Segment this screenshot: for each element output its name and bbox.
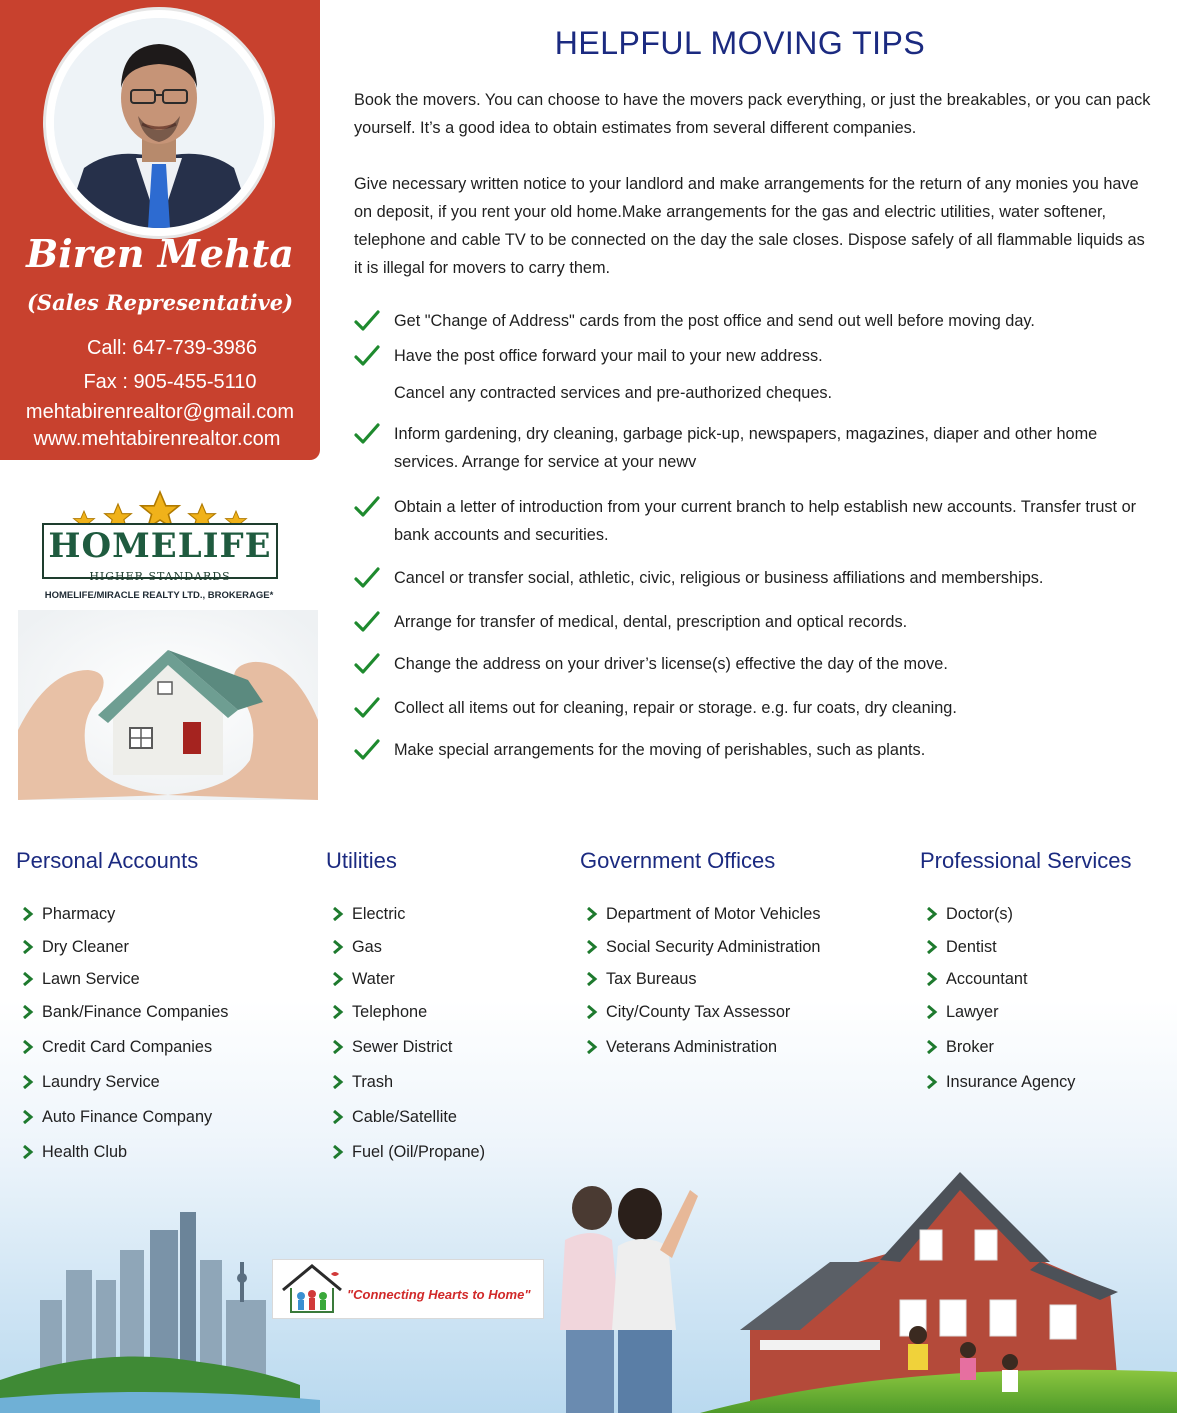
directory-item-label: Veterans Administration bbox=[606, 1038, 778, 1056]
chevron-right-icon bbox=[332, 1040, 344, 1054]
directory-item-label: Doctor(s) bbox=[946, 905, 1013, 923]
directory-item-label: Lawyer bbox=[946, 1003, 999, 1021]
directory-heading: Utilities bbox=[326, 848, 397, 873]
directory-item-label: Tax Bureaus bbox=[606, 970, 697, 988]
directory-item-label: Gas bbox=[352, 938, 382, 956]
chevron-right-icon bbox=[22, 1005, 34, 1019]
agent-fax: Fax : 905-455-5110 bbox=[83, 371, 257, 393]
tagline-banner bbox=[272, 1259, 544, 1319]
chevron-right-icon bbox=[586, 907, 598, 921]
chevron-right-icon bbox=[586, 940, 598, 954]
tip-text: Arrange for transfer of medical, dental, prescription and optical records. bbox=[394, 613, 908, 631]
directory-item-label: City/County Tax Assessor bbox=[606, 1003, 791, 1021]
chevron-right-icon bbox=[332, 907, 344, 921]
directory-heading: Government Offices bbox=[580, 848, 776, 873]
directory-item-label: Telephone bbox=[352, 1003, 428, 1021]
agent-photo-ring bbox=[46, 10, 272, 236]
directory-heading: Professional Services bbox=[920, 848, 1132, 873]
directory-column-personal-accounts bbox=[16, 848, 229, 1161]
tip-text: Collect all items out for cleaning, repair or storage. e.g. fur coats, dry cleaning. bbox=[394, 699, 957, 717]
chevron-right-icon bbox=[332, 1005, 344, 1019]
tip-text: Obtain a letter of introduction from your current branch to help establish new accounts. Transfer trust or bank accounts and securities. bbox=[394, 498, 1137, 544]
check-icon bbox=[354, 566, 380, 590]
agent-phone[interactable]: Call: 647-739-3986 bbox=[86, 337, 258, 359]
chevron-right-icon bbox=[926, 1040, 938, 1054]
directory-item-label: Laundry Service bbox=[42, 1073, 160, 1091]
directory-item-label: Broker bbox=[946, 1038, 994, 1056]
directory-column-professional-services bbox=[920, 848, 1132, 1091]
directory-column-utilities bbox=[326, 848, 486, 1161]
chevron-right-icon bbox=[926, 1075, 938, 1089]
agent-email-link[interactable]: mehtabirenrealtor@gmail.com bbox=[25, 401, 295, 423]
directory-item-label: Electric bbox=[352, 905, 406, 923]
agent-photo bbox=[54, 18, 264, 228]
logo-wordmark: HOMELIFE bbox=[48, 526, 272, 566]
directory-item-label: Department of Motor Vehicles bbox=[606, 905, 821, 923]
chevron-right-icon bbox=[926, 940, 938, 954]
directory-item-label: Lawn Service bbox=[42, 970, 140, 988]
check-icon bbox=[354, 696, 380, 720]
homelife-logo bbox=[30, 490, 290, 610]
tips-title: HELPFUL MOVING TIPS bbox=[554, 25, 926, 61]
scenery-illustration bbox=[0, 1000, 1177, 1413]
chevron-right-icon bbox=[586, 1040, 598, 1054]
directory-item-label: Dentist bbox=[946, 938, 997, 956]
chevron-right-icon bbox=[22, 1075, 34, 1089]
chevron-right-icon bbox=[926, 1005, 938, 1019]
directory-item-label: Pharmacy bbox=[42, 905, 116, 923]
directory-item-label: Dry Cleaner bbox=[42, 938, 129, 956]
agent-role: (Sales Representative) bbox=[26, 290, 294, 315]
chevron-right-icon bbox=[22, 972, 34, 986]
chevron-right-icon bbox=[22, 1110, 34, 1124]
tagline-text: "Connecting Hearts to Home" bbox=[347, 1287, 531, 1302]
directory-item-label: Fuel (Oil/Propane) bbox=[352, 1143, 486, 1161]
chevron-right-icon bbox=[22, 1145, 34, 1159]
directory-item-label: Health Club bbox=[42, 1143, 128, 1161]
chevron-right-icon bbox=[332, 1145, 344, 1159]
tip-text: Change the address on your driver’s license(s) effective the day of the move. bbox=[394, 655, 948, 673]
chevron-right-icon bbox=[22, 940, 34, 954]
check-icon bbox=[354, 610, 380, 634]
tip-text: Inform gardening, dry cleaning, garbage pick-up, newspapers, magazines, diaper and other home services. Arrange for service at your newv bbox=[394, 425, 1098, 471]
directory-heading: Personal Accounts bbox=[16, 848, 199, 873]
directory-item-label: Auto Finance Company bbox=[42, 1108, 213, 1126]
chevron-right-icon bbox=[926, 972, 938, 986]
directory-item-label: Bank/Finance Companies bbox=[42, 1003, 229, 1021]
logo-tagline: HIGHER STANDARDS bbox=[89, 570, 231, 583]
check-icon bbox=[354, 738, 380, 762]
tip-text: Get "Change of Address" cards from the post office and send out well before moving day. bbox=[394, 312, 1035, 330]
hands-house-image bbox=[18, 610, 318, 800]
tips-paragraph: Give necessary written notice to your landlord and make arrangements for the return of any monies you have on deposit, if you rent your old home.Make arrangements for the gas and electric utilities, water softener, telephone and cable TV to be connected on the day the sale closes. Dispose safely of all flammable liquids as it is illegal for movers to carry them. bbox=[354, 175, 1145, 277]
directory-item-label: Cable/Satellite bbox=[352, 1108, 457, 1126]
directory-item-label: Water bbox=[352, 970, 395, 988]
chevron-right-icon bbox=[22, 1040, 34, 1054]
directory-item-label: Trash bbox=[352, 1073, 394, 1091]
chevron-right-icon bbox=[586, 1005, 598, 1019]
chevron-right-icon bbox=[332, 940, 344, 954]
check-icon bbox=[354, 344, 380, 368]
agent-name: Biren Mehta bbox=[26, 231, 294, 276]
chevron-right-icon bbox=[926, 907, 938, 921]
chevron-right-icon bbox=[22, 907, 34, 921]
chevron-right-icon bbox=[332, 972, 344, 986]
directory-item-label: Sewer District bbox=[352, 1038, 453, 1056]
agent-card bbox=[0, 0, 320, 460]
tip-text: Cancel or transfer social, athletic, civic, religious or business affiliations and memberships. bbox=[394, 569, 1044, 587]
directory-item-label: Credit Card Companies bbox=[42, 1038, 213, 1056]
directory-item-label: Accountant bbox=[946, 970, 1028, 988]
check-icon bbox=[354, 309, 380, 333]
directory-column-government-offices bbox=[580, 848, 821, 1056]
tip-text: Make special arrangements for the moving of perishables, such as plants. bbox=[394, 741, 926, 759]
check-icon bbox=[354, 495, 380, 519]
directory-item-label: Insurance Agency bbox=[946, 1073, 1076, 1091]
tips-paragraph: Book the movers. You can choose to have the movers pack everything, or just the breakables, or you can pack yourself. It’s a good idea to obtain estimates from several different companies. bbox=[354, 91, 1151, 137]
agent-website-link[interactable]: www.mehtabirenrealtor.com bbox=[33, 428, 281, 450]
chevron-right-icon bbox=[332, 1110, 344, 1124]
chevron-right-icon bbox=[332, 1075, 344, 1089]
logo-brokerage: HOMELIFE/MIRACLE REALTY LTD., BROKERAGE* bbox=[44, 590, 274, 601]
tip-text: Cancel any contracted services and pre-authorized cheques. bbox=[394, 384, 833, 402]
check-icon bbox=[354, 422, 380, 446]
chevron-right-icon bbox=[586, 972, 598, 986]
check-icon bbox=[354, 652, 380, 676]
family-house-icon bbox=[277, 1260, 347, 1318]
tip-text: Have the post office forward your mail to your new address. bbox=[394, 347, 823, 365]
directory-item-label: Social Security Administration bbox=[606, 938, 821, 956]
